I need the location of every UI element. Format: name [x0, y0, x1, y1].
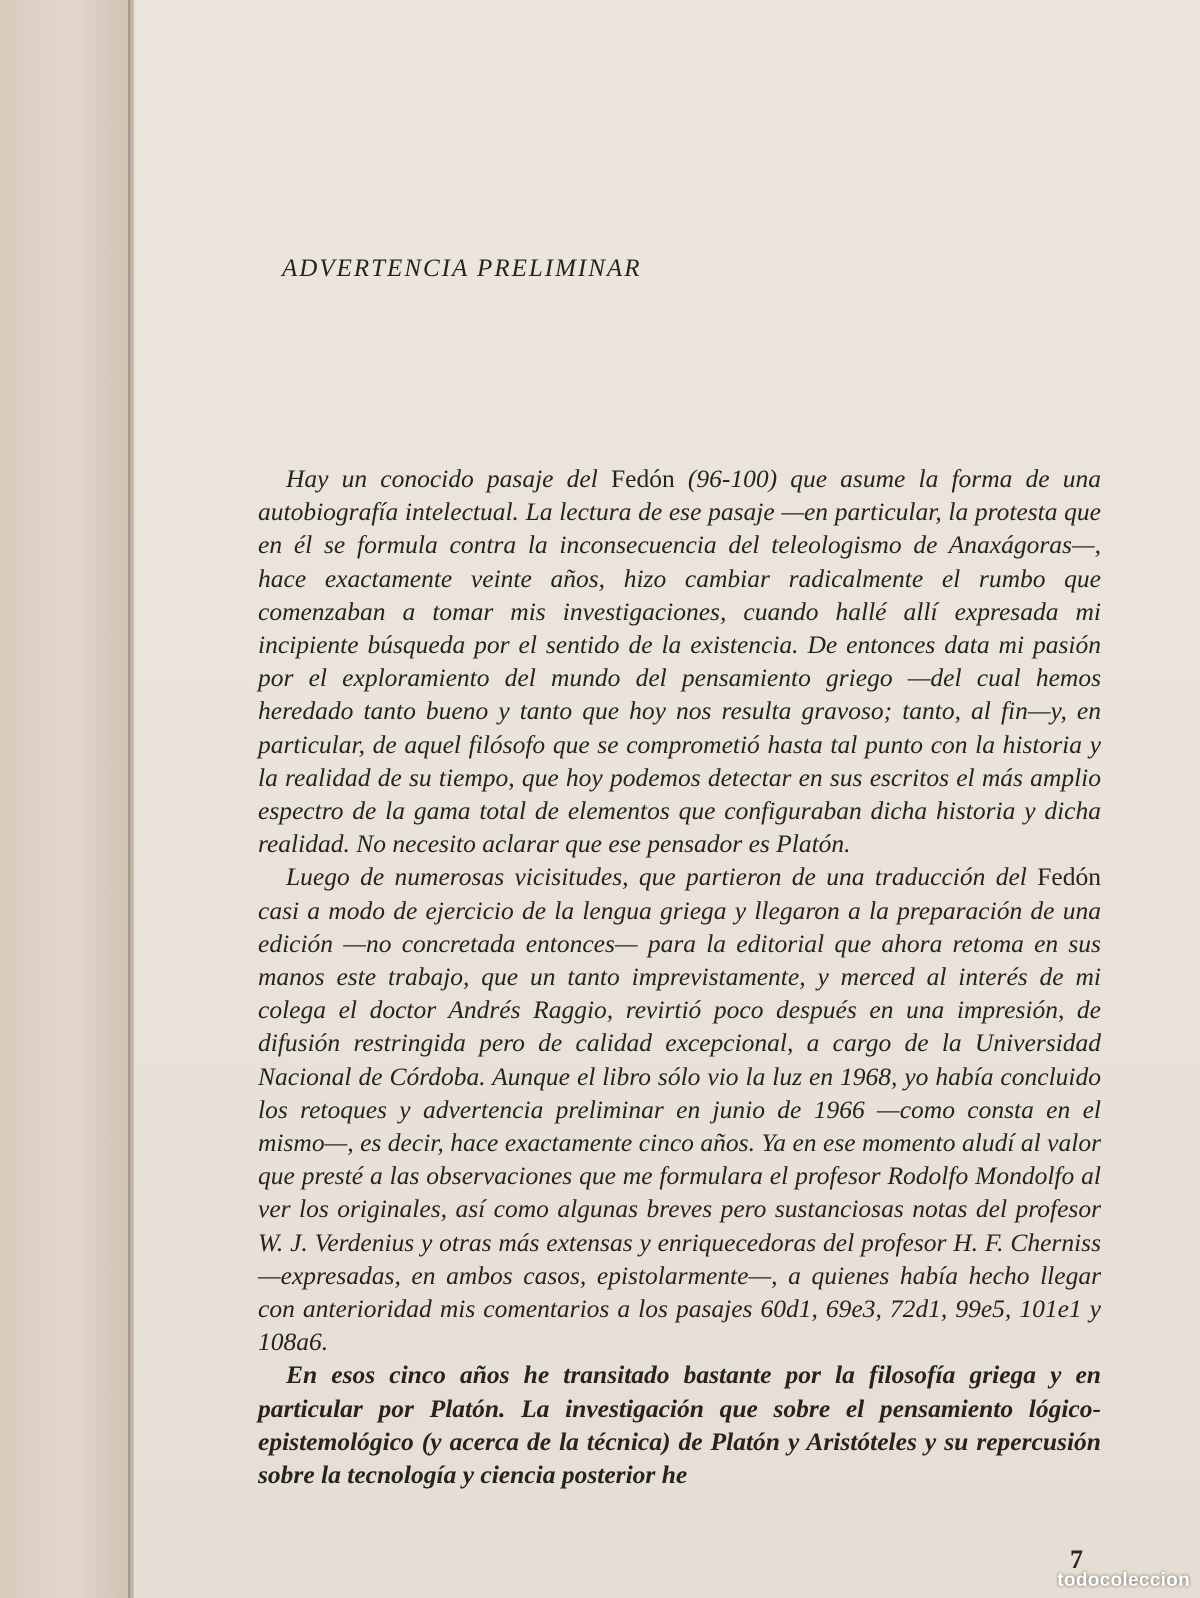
paragraph-2 — [258, 860, 1101, 1358]
paragraph-2-text-c: casi a modo de ejercicio de la lengua griega y llegaron a la preparación de una edición —no concretada entonces— para la editorial que ahora retoma en sus manos este trabajo, que un tanto imprevistamente, y merced al interés de mi colega el doctor Andrés Raggio, revirtió poco después en una impresión, de difusión restringida pero de calidad excepcional, a cargo de la Universidad Nacional de Córdoba. Aunque el libro sólo vio la luz en 1968, yo había concluido los retoques y advertencia preliminar en junio de 1966 —como consta en el mismo—, es decir, hace exactamente cinco años. Ya en ese momento aludí al valor que presté a las observaciones que me formulara el profesor Rodolfo Mondolfo al ver los originales, así como algunas breves pero sustanciosas notas del profesor W. J. Verdenius y otras más extensas y enriquecedoras del profesor H. F. Cherniss —expresadas, en ambos casos, epistolarmente—, a quienes había hecho llegar con anterioridad mis comentarios a los pasajes 60d1, 69e3, 72d1, 99e5, 101e1 y 108a6. — [258, 895, 1101, 1357]
body-text — [258, 462, 1101, 1491]
paragraph-1 — [258, 462, 1101, 860]
book-gutter — [128, 0, 134, 1598]
paragraph-1-text-a: Hay un conocido pasaje del — [286, 464, 611, 493]
paragraph-1-title-fedon: Fedón — [610, 464, 675, 493]
paragraph-3: En esos cinco años he transitado bastante por la filosofía griega y en particular por Platón. La investigación que sobre el pensamiento lógico-epistemológico (y acerca de la técnica) de Platón y Aristóteles y su repercusión sobre la tecnología y ciencia posterior he — [258, 1360, 1101, 1490]
paragraph-2-text-a: Luego de numerosas vicisitudes, que partieron de una traducción del — [286, 862, 1038, 892]
page-heading: ADVERTENCIA PRELIMINAR — [282, 255, 642, 282]
watermark-logo: todocoleccion — [1057, 1570, 1190, 1591]
page-number: 7 — [1070, 1545, 1083, 1574]
previous-page-edge — [0, 0, 130, 1598]
paragraph-1-text-c: (96-100) que asume la forma de una autobiografía intelectual. La lectura de ese pasaje —en particular, la protesta que en él se formula contra la inconsecuencia del teleologismo de Anaxágoras—, hace exactamente veinte años, hizo cambiar radicalmente el rumbo que comenzaban a tomar mis investigaciones, cuando hallé allí expresada mi incipiente búsqueda por el sentido de la existencia. De entonces data mi pasión por el exploramiento del mundo del pensamiento griego —del cual hemos heredado tanto bueno y tanto que hoy nos resulta gravoso; tanto, al fin—y, en particular, de aquel filósofo que se comprometió hasta tal punto con la historia y la realidad de su tiempo, que hoy podemos detectar en sus escritos el más amplio espectro de la gama total de elementos que configuraban dicha historia y dicha realidad. No necesito aclarar que ese pensador es Platón. — [258, 464, 1102, 859]
paragraph-2-title-fedon: Fedón — [1037, 862, 1101, 892]
